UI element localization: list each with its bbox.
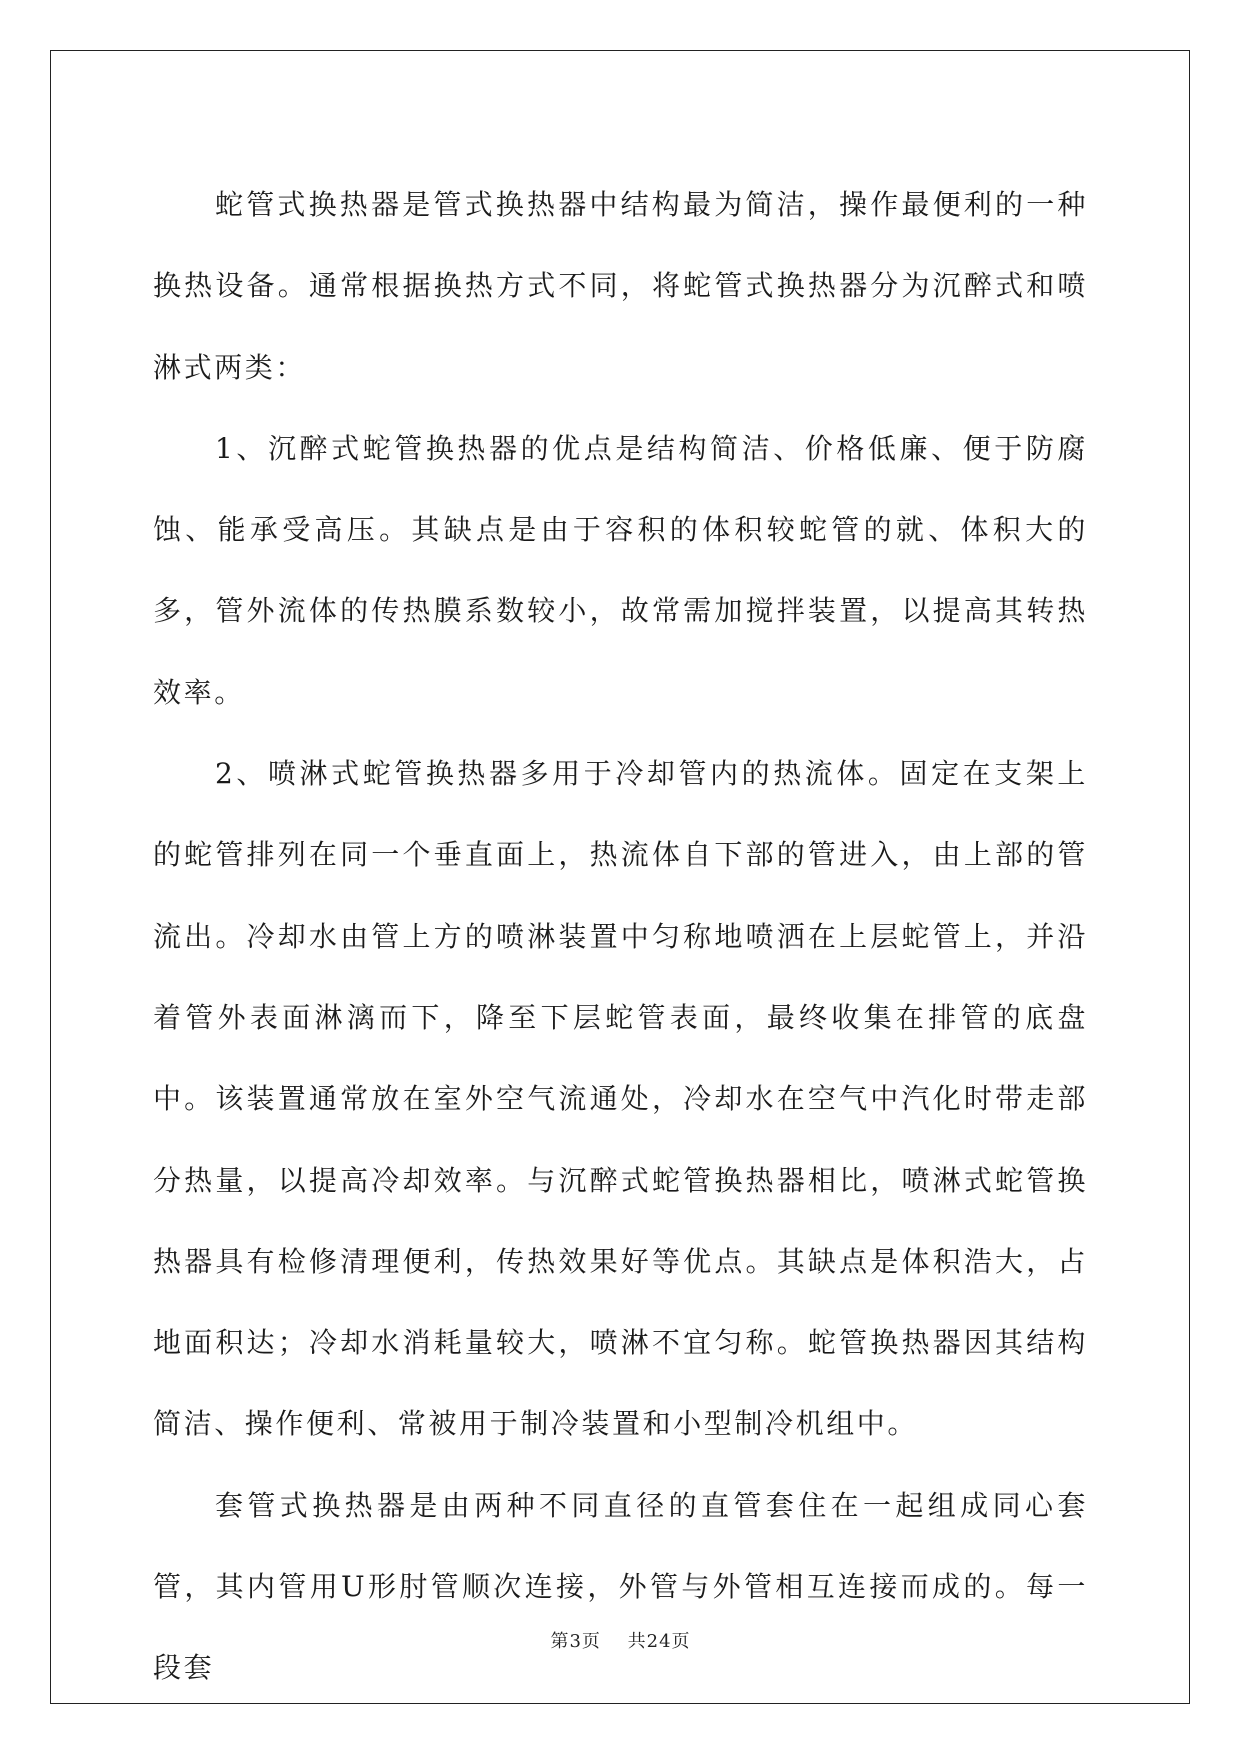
page-total: 共24页 (627, 1631, 691, 1652)
paragraph-immersion-coil: 1、沉醉式蛇管换热器的优点是结构简洁、价格低廉、便于防腐蚀、能承受高压。其缺点是由于容积的体积较蛇管的就、体积大的多，管外流体的传热膜系数较小，故常需加搅拌装置，以提高其转热效率。 (153, 431, 1088, 709)
paragraph-double-pipe: 套管式换热器是由两种不同直径的直管套住在一起组成同心套管，其内管用U形肘管顺次连接，外管与外管相互连接而成的。每一段套 (153, 1488, 1088, 1685)
document-body (153, 164, 1088, 1709)
page-footer (0, 1627, 1241, 1653)
paragraph-spray-coil: 2、喷淋式蛇管换热器多用于冷却管内的热流体。固定在支架上的蛇管排列在同一个垂直面上，热流体自下部的管进入，由上部的管流出。冷却水由管上方的喷淋装置中匀称地喷洒在上层蛇管上，并沿着管外表面淋漓而下，降至下层蛇管表面，最终收集在排管的底盘中。该装置通常放在室外空气流通处，冷却水在空气中汽化时带走部分热量，以提高冷却效率。与沉醉式蛇管换热器相比，喷淋式蛇管换热器具有检修清理便利，传热效果好等优点。其缺点是体积浩大，占地面积达；冷却水消耗量较大，喷淋不宜匀称。蛇管换热器因其结构简洁、操作便利、常被用于制冷装置和小型制冷机组中。 (153, 757, 1088, 1441)
page-number: 第3页 (550, 1631, 601, 1652)
paragraph-coil-intro: 蛇管式换热器是管式换热器中结构最为简洁，操作最便利的一种换热设备。通常根据换热方式不同，将蛇管式换热器分为沉醉式和喷淋式两类： (153, 188, 1088, 384)
